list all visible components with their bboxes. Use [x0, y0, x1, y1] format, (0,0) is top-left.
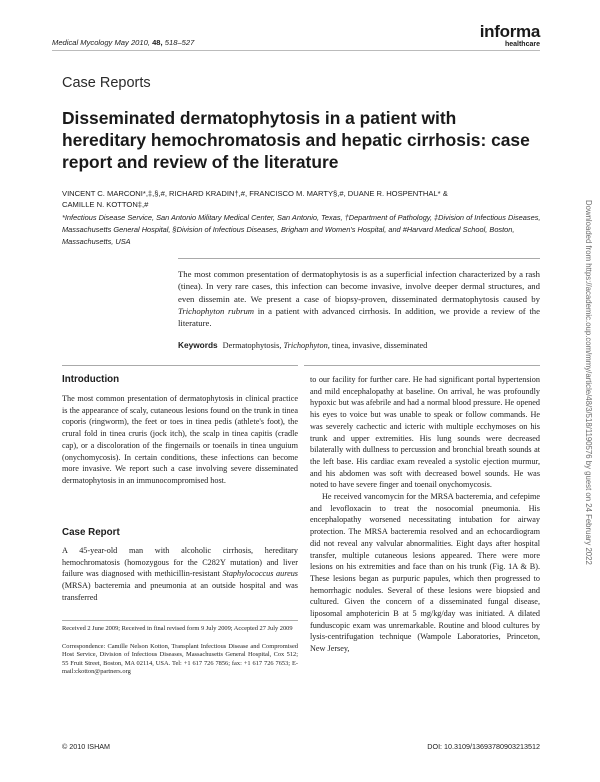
download-watermark-text: Downloaded from https://academic.oup.com/mmy/article/48/3/518/1190576 by guest on 24 February 2022 — [584, 200, 593, 565]
authors-line-1: VINCENT C. MARCONI*,‡,§,#, RICHARD KRADIN†,#, FRANCISCO M. MARTY§,#, DUANE R. HOSPENTHAL* & — [62, 189, 448, 198]
abstract-text-part: in a patient with advanced cirrhosis. In addition, we provide a review of the literature. — [178, 305, 540, 329]
abstract-divider — [178, 258, 540, 259]
publisher-name: informa — [479, 22, 540, 41]
footnote-dates: Received 2 June 2009; Received in final revised form 9 July 2009; Accepted 27 July 2009 — [62, 625, 293, 632]
right-column-divider — [304, 365, 540, 366]
journal-citation — [52, 38, 194, 47]
case-report-text — [62, 545, 298, 604]
authors-line-2: CAMILLE N. KOTTON‡,# — [62, 200, 149, 209]
introduction-text: The most common presentation of dermatophytosis in clinical practice is the appearance of scaly, cutaneous lesions found on the trunk in tinea coporis (ringworm), the feet or toes in tinea pedis (athlete's foot), the crural fold in tinea cruris (jock itch), the scalp in tinea capitis (cradle cap), or a discoloration of the fingernails or toenails in tinea unguium (onychomycosis). In certain conditions, these infections can become more invasive. We report such a case involving severe disseminated dermatophytosis in an immunocompromised host. — [62, 394, 298, 485]
publisher-subtitle: healthcare — [504, 41, 540, 48]
footer-doi: DOI: 10.3109/13693780903213512 — [427, 742, 540, 751]
publisher-logo — [480, 23, 540, 48]
right-column — [310, 374, 540, 655]
paper-title: Disseminated dermatophytosis in a patient with hereditary hemochromatosis and hepatic cirrhosis: case report and review of the literature — [62, 108, 530, 172]
right-column-paragraph-2: He received vancomycin for the MRSA bacteremia, and cefepime and levofloxacin to treat the nosocomial pneumonia. His encephalopathy worsened necessitating intubation for airway protection. The MRSA bacteremia resolved and an echocardiogram did not reveal any valvular abnormalities. Eight days after hospital transfer, multiple cutaneous lesions appeared. There were more lesions on his extremities and face than on his trunk (Fig. 1A & B). These lesions began as purpuric papules, which then progressed to hemorrhagic nodules. Several of these lesions were biopsied and cultured. Given the concern of a disseminated fungal disease, liposomal amphotericin B at 5 mg/kg/day was initiated. A dilated funduscopic exam was unremarkable. Routine and blood cultures by lysis-centrifugation technique (Wampole Laboratories, Princeton, New Jersey, — [310, 492, 540, 654]
keywords — [178, 340, 540, 350]
section-label: Case Reports — [62, 75, 151, 91]
footnote-divider — [62, 620, 298, 621]
journal-name: Medical Mycology — [52, 38, 113, 47]
case-report-heading: Case Report — [62, 527, 120, 538]
keywords-text: Dermatophytosis, — [222, 341, 284, 350]
keywords-italic: Trichophyton — [283, 341, 328, 350]
author-affiliations: *Infectious Disease Service, San Antonio Military Medical Center, San Antonio, Texas, †Department of Pathology, ‡Division of Infectious Diseases, Massachusetts General Hospital, §Division of Infectious Diseases, Brigham and Women's Hospital, and #Harvard Medical School, Boston, Massachusetts, USA — [62, 213, 541, 246]
keywords-text: , tinea, invasive, disseminated — [327, 341, 428, 350]
journal-pages: 518–527 — [164, 38, 195, 47]
abstract-organism-name: Trichophyton rubrum — [178, 305, 255, 316]
right-column-paragraph-1: to our facility for further care. He had significant portal hypertension and mild encephalopathy at baseline. On arrival, he was profoundly hypoxic but was afebrile and had a normal blood pressure. He opened his eyes to voice but was unable to speak or follow commands. He was severely cachectic and icteric with multiple ecchymoses on his trunk and upper extremities. His lung sounds were decreased bilaterally with dullness to percussion and bronchial breath sounds at the left base. His cardiac exam revealed a systolic ejection murmur, and his abdomen was soft with decreased bowel sounds. He was noted to have severe finger and toenail onychomycosis. — [310, 375, 540, 490]
introduction-heading: Introduction — [62, 374, 120, 385]
abstract-text-part: The most common presentation of dermatophytosis is as a superficial infection characterized by a rash (tinea). In very rare cases, this infection can become invasive, involve deeper dermal structures, and even dissemin ate. We present a case of biopsy-proven, disseminated dermatophytosis caused by — [178, 269, 540, 304]
case-report-organism: Staphylococcus aureus — [222, 569, 298, 579]
journal-volume: 48, — [152, 38, 163, 47]
footnote-correspondence: Correspondence: Camille Nelson Kotton, Transplant Infectious Disease and Compromised Host Service, Division of Infectious Diseases, Massachusetts General Hospital, Cox 512; 55 Fruit Street, Boston, MA 02114, USA. Tel: +1 617 726 7856; fax: +1 617 726 7653; E-mail:ckotton@partners.org — [62, 643, 298, 676]
case-report-text-part: A 45-year-old man with alcoholic cirrhosis, hereditary hemochromatosis (homozygous for the C282Y mutation) and liver failure was diagnosed with methicillin-resistant — [62, 546, 298, 579]
left-column-divider — [62, 365, 298, 366]
download-watermark — [583, 200, 593, 565]
keywords-label: Keywords — [178, 340, 218, 350]
abstract — [178, 268, 540, 329]
journal-date: May 2010, — [114, 38, 150, 47]
footer-copyright: © 2010 ISHAM — [62, 742, 111, 751]
case-report-text-part: (MRSA) bacteremia and pneumonia at an outside hospital and was transferred — [62, 581, 298, 602]
header-divider — [52, 50, 540, 51]
